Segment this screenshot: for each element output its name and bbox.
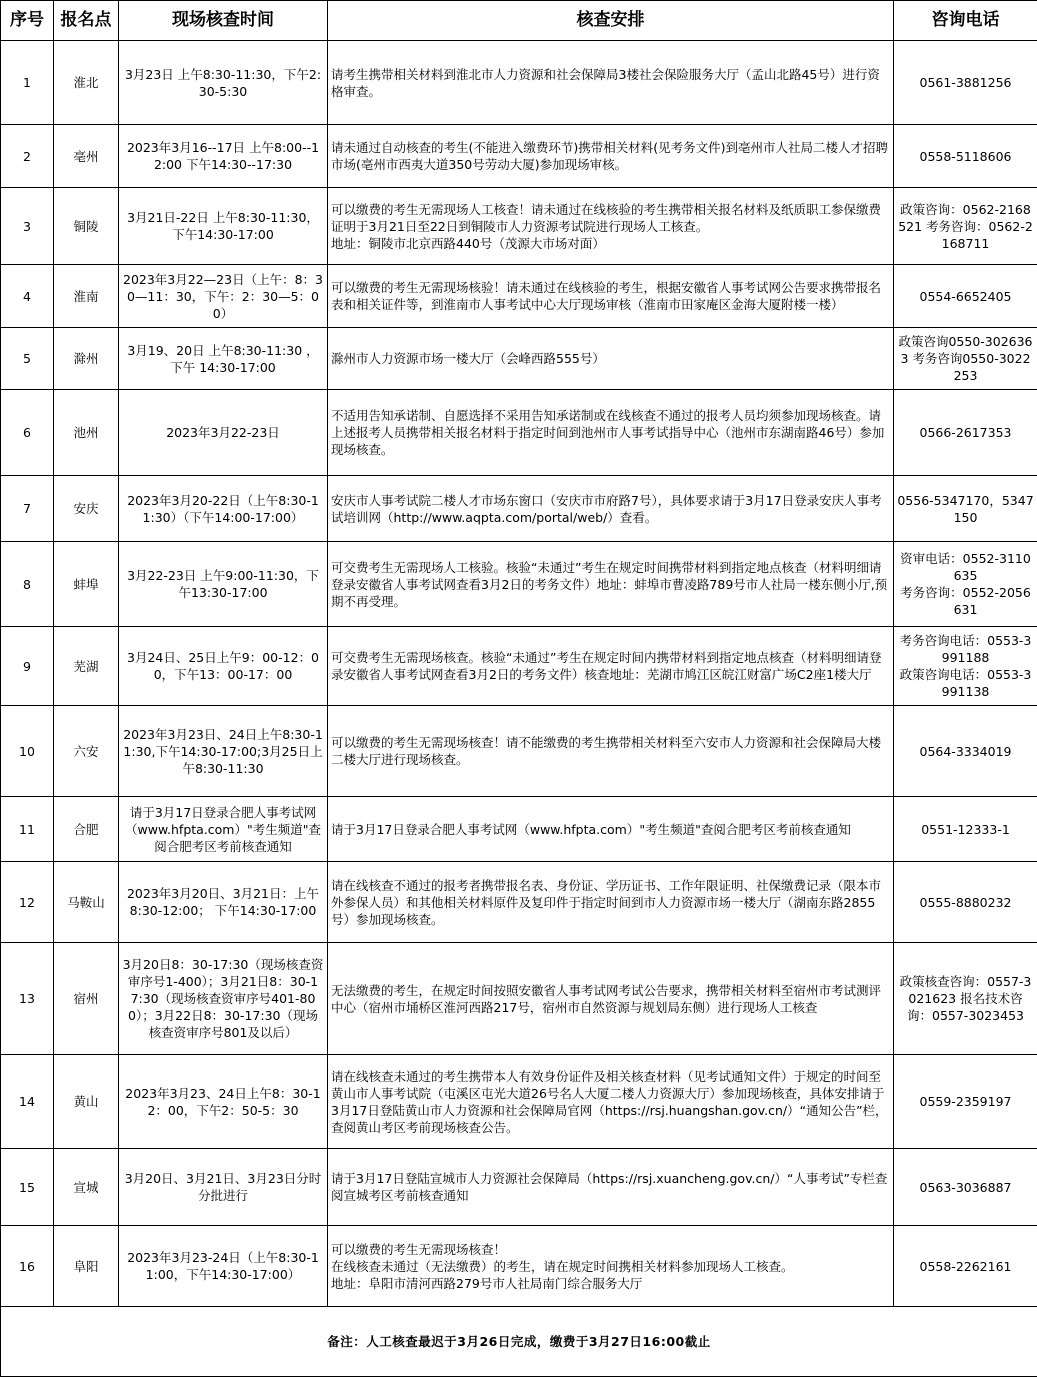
row-check-time: 3月20日8：30-17:30（现场核查资审序号1-400）；3月21日8：30-17:30（现场核查资审序号401-800）；3月22日8：30-17:30（现场核查资审序号801及以后） xyxy=(119,943,328,1055)
row-check-time: 2023年3月23、24日上午8：30-12：00，下午2：50-5：30 xyxy=(119,1055,328,1149)
table-row xyxy=(1,125,1037,188)
row-number: 11 xyxy=(1,797,54,862)
row-check-time: 3月20日、3月21日、3月23日分时分批进行 xyxy=(119,1149,328,1226)
row-check-time: 2023年3月23-24日（上午8:30-11:00，下午14:30-17:00） xyxy=(119,1226,328,1307)
row-number: 5 xyxy=(1,328,54,390)
row-phone: 0566-2617353 xyxy=(894,390,1037,476)
table-row xyxy=(1,1149,1037,1226)
row-number: 13 xyxy=(1,943,54,1055)
table-row xyxy=(1,188,1037,265)
row-phone: 0555-8880232 xyxy=(894,862,1037,943)
row-check-time: 2023年3月22—23日（上午：8：30—11：30，下午：2：30—5：00） xyxy=(119,265,328,328)
header-seq: 序号 xyxy=(1,1,54,41)
row-number: 1 xyxy=(1,41,54,125)
row-check-time: 2023年3月23日、24日上午8:30-11:30,下午14:30-17:00;3月25日上午8:30-11:30 xyxy=(119,706,328,797)
row-phone: 政策咨询：0562-2168521 考务咨询：0562-2168711 xyxy=(894,188,1037,265)
row-city: 马鞍山 xyxy=(54,862,119,943)
row-phone: 0558-5118606 xyxy=(894,125,1037,188)
row-check-time: 2023年3月20-22日（上午8:30-11:30）（下午14:00-17:00） xyxy=(119,476,328,542)
row-arrangement: 不适用告知承诺制、自愿选择不采用告知承诺制或在线核查不通过的报考人员均须参加现场核查。请上述报考人员携带相关报名材料于指定时间到池州市人事考试指导中心（池州市东湖南路46号）参加现场核查。 xyxy=(328,390,894,476)
row-check-time: 3月24日、25日上午9：00-12：00，下午13：00-17：00 xyxy=(119,627,328,706)
table-row xyxy=(1,797,1037,862)
row-number: 14 xyxy=(1,1055,54,1149)
row-arrangement: 请于3月17日登陆宣城市人力资源社会保障局（https://rsj.xuancheng.gov.cn/）“人事考试”专栏查阅宣城考区考前核查通知 xyxy=(328,1149,894,1226)
row-arrangement: 可以缴费的考生无需现场核查！请不能缴费的考生携带相关材料至六安市人力资源和社会保障局大楼二楼大厅进行现场核查。 xyxy=(328,706,894,797)
header-phone: 咨询电话 xyxy=(894,1,1037,41)
footnote: 备注：人工核查最迟于3月26日完成，缴费于3月27日16:00截止 xyxy=(1,1307,1037,1377)
table-row xyxy=(1,706,1037,797)
header-plan: 核查安排 xyxy=(328,1,894,41)
row-arrangement: 可以缴费的考生无需现场人工核查！请未通过在线核验的考生携带相关报名材料及纸质职工参保缴费证明于3月21日至22日到铜陵市人力资源考试院进行现场人工核查。 地址：铜陵市北京西路440号（茂源大市场对面） xyxy=(328,188,894,265)
row-phone: 政策核查咨询：0557-3021623 报名技术咨询：0557-3023453 xyxy=(894,943,1037,1055)
row-number: 10 xyxy=(1,706,54,797)
row-number: 3 xyxy=(1,188,54,265)
row-city: 淮北 xyxy=(54,41,119,125)
row-number: 4 xyxy=(1,265,54,328)
row-phone: 0563-3036887 xyxy=(894,1149,1037,1226)
row-city: 池州 xyxy=(54,390,119,476)
row-city: 滁州 xyxy=(54,328,119,390)
table-body xyxy=(1,41,1037,1307)
table-row xyxy=(1,1055,1037,1149)
row-phone: 考务咨询电话：0553-3991188 政策咨询电话：0553-3991138 xyxy=(894,627,1037,706)
row-arrangement: 可交费考生无需现场核查。核验“未通过”考生在规定时间内携带材料到指定地点核查（材料明细请登录安徽省人事考试网查看3月2日的考务文件）核查地址：芜湖市鸠江区皖江财富广场C2座1楼大厅 xyxy=(328,627,894,706)
table-row xyxy=(1,627,1037,706)
row-check-time: 2023年3月20日、3月21日：上午8:30-12:00； 下午14:30-17:00 xyxy=(119,862,328,943)
row-check-time: 3月22-23日 上午9:00-11:30，下午13:30-17:00 xyxy=(119,542,328,627)
row-phone: 0559-2359197 xyxy=(894,1055,1037,1149)
row-check-time: 2023年3月16--17日 上午8:00--12:00 下午14:30--17:30 xyxy=(119,125,328,188)
row-phone: 0554-6652405 xyxy=(894,265,1037,328)
header-city: 报名点 xyxy=(54,1,119,41)
row-city: 铜陵 xyxy=(54,188,119,265)
row-arrangement: 请在线核查不通过的报考者携带报名表、身份证、学历证书、工作年限证明、社保缴费记录（限本市外参保人员）和其他相关材料原件及复印件于指定时间到市人力资源市场一楼大厅（湖南东路2855号）参加现场核查。 xyxy=(328,862,894,943)
row-arrangement: 请考生携带相关材料到淮北市人力资源和社会保障局3楼社会保险服务大厅（孟山北路45号）进行资格审查。 xyxy=(328,41,894,125)
row-city: 六安 xyxy=(54,706,119,797)
row-city: 阜阳 xyxy=(54,1226,119,1307)
row-check-time: 请于3月17日登录合肥人事考试网（www.hfpta.com）"考生频道"查阅合肥考区考前核查通知 xyxy=(119,797,328,862)
row-phone: 资审电话：0552-3110635 考务咨询：0552-2056631 xyxy=(894,542,1037,627)
row-arrangement: 可以缴费的考生无需现场核查！ 在线核查未通过（无法缴费）的考生，请在规定时间携相关材料参加现场人工核查。 地址：阜阳市清河西路279号市人社局南门综合服务大厅 xyxy=(328,1226,894,1307)
row-city: 宿州 xyxy=(54,943,119,1055)
row-arrangement: 请未通过自动核查的考生(不能进入缴费环节)携带相关材料(见考务文件)到亳州市人社局二楼人才招聘市场(亳州市西夷大道350号劳动大厦)参加现场审核。 xyxy=(328,125,894,188)
row-city: 宣城 xyxy=(54,1149,119,1226)
table-row xyxy=(1,542,1037,627)
row-arrangement: 安庆市人事考试院二楼人才市场东窗口（安庆市市府路7号），具体要求请于3月17日登录安庆人事考试培训网（http://www.aqpta.com/portal/web/）查看。 xyxy=(328,476,894,542)
row-number: 16 xyxy=(1,1226,54,1307)
note-row xyxy=(1,1307,1037,1377)
row-number: 9 xyxy=(1,627,54,706)
row-city: 安庆 xyxy=(54,476,119,542)
row-city: 合肥 xyxy=(54,797,119,862)
row-city: 蚌埠 xyxy=(54,542,119,627)
row-phone: 0558-2262161 xyxy=(894,1226,1037,1307)
table-row xyxy=(1,41,1037,125)
row-phone: 0564-3334019 xyxy=(894,706,1037,797)
row-phone: 政策咨询0550-3026363 考务咨询0550-3022253 xyxy=(894,328,1037,390)
table-row xyxy=(1,328,1037,390)
table-row xyxy=(1,1226,1037,1307)
row-number: 7 xyxy=(1,476,54,542)
row-number: 8 xyxy=(1,542,54,627)
row-check-time: 3月23日 上午8:30-11:30，下午2:30-5:30 xyxy=(119,41,328,125)
row-phone: 0556-5347170，5347150 xyxy=(894,476,1037,542)
row-arrangement: 可以缴费的考生无需现场核验！请未通过在线核验的考生，根据安徽省人事考试网公告要求携带报名表和相关证件等，到淮南市人事考试中心大厅现场审核（淮南市田家庵区金海大厦附楼一楼） xyxy=(328,265,894,328)
row-number: 6 xyxy=(1,390,54,476)
row-arrangement: 无法缴费的考生，在规定时间按照安徽省人事考试网考试公告要求，携带相关材料至宿州市考试测评中心（宿州市埇桥区淮河西路217号，宿州市自然资源与规划局东侧）进行现场人工核查 xyxy=(328,943,894,1055)
row-phone: 0551-12333-1 xyxy=(894,797,1037,862)
row-arrangement: 请于3月17日登录合肥人事考试网（www.hfpta.com）"考生频道"查阅合肥考区考前核查通知 xyxy=(328,797,894,862)
row-city: 黄山 xyxy=(54,1055,119,1149)
row-number: 12 xyxy=(1,862,54,943)
row-city: 淮南 xyxy=(54,265,119,328)
row-arrangement: 滁州市人力资源市场一楼大厅（会峰西路555号） xyxy=(328,328,894,390)
row-arrangement: 请在线核查未通过的考生携带本人有效身份证件及相关核查材料（见考试通知文件）于规定的时间至黄山市人事考试院（屯溪区屯光大道26号名人大厦二楼人力资源大厅）参加现场核查，具体安排请于3月17日登陆黄山市人力资源和社会保障局官网（https://rsj.huangshan.gov.cn/）“通知公告”栏，查阅黄山考区考前现场核查公告。 xyxy=(328,1055,894,1149)
row-check-time: 3月19、20日 上午8:30-11:30 ，下午 14:30-17:00 xyxy=(119,328,328,390)
row-phone: 0561-3881256 xyxy=(894,41,1037,125)
table-row xyxy=(1,943,1037,1055)
header-row xyxy=(1,1,1037,41)
row-city: 亳州 xyxy=(54,125,119,188)
table-row xyxy=(1,476,1037,542)
header-time: 现场核查时间 xyxy=(119,1,328,41)
row-check-time: 2023年3月22-23日 xyxy=(119,390,328,476)
table-row xyxy=(1,390,1037,476)
row-arrangement: 可交费考生无需现场人工核验。核验“未通过”考生在规定时间携带材料到指定地点核查（材料明细请登录安徽省人事考试网查看3月2日的考务文件）地址：蚌埠市曹凌路789号市人社局一楼东侧小厅,预期不再受理。 xyxy=(328,542,894,627)
row-number: 15 xyxy=(1,1149,54,1226)
row-number: 2 xyxy=(1,125,54,188)
table-row xyxy=(1,862,1037,943)
row-city: 芜湖 xyxy=(54,627,119,706)
table-row xyxy=(1,265,1037,328)
row-check-time: 3月21日-22日 上午8:30-11:30，下午14:30-17:00 xyxy=(119,188,328,265)
